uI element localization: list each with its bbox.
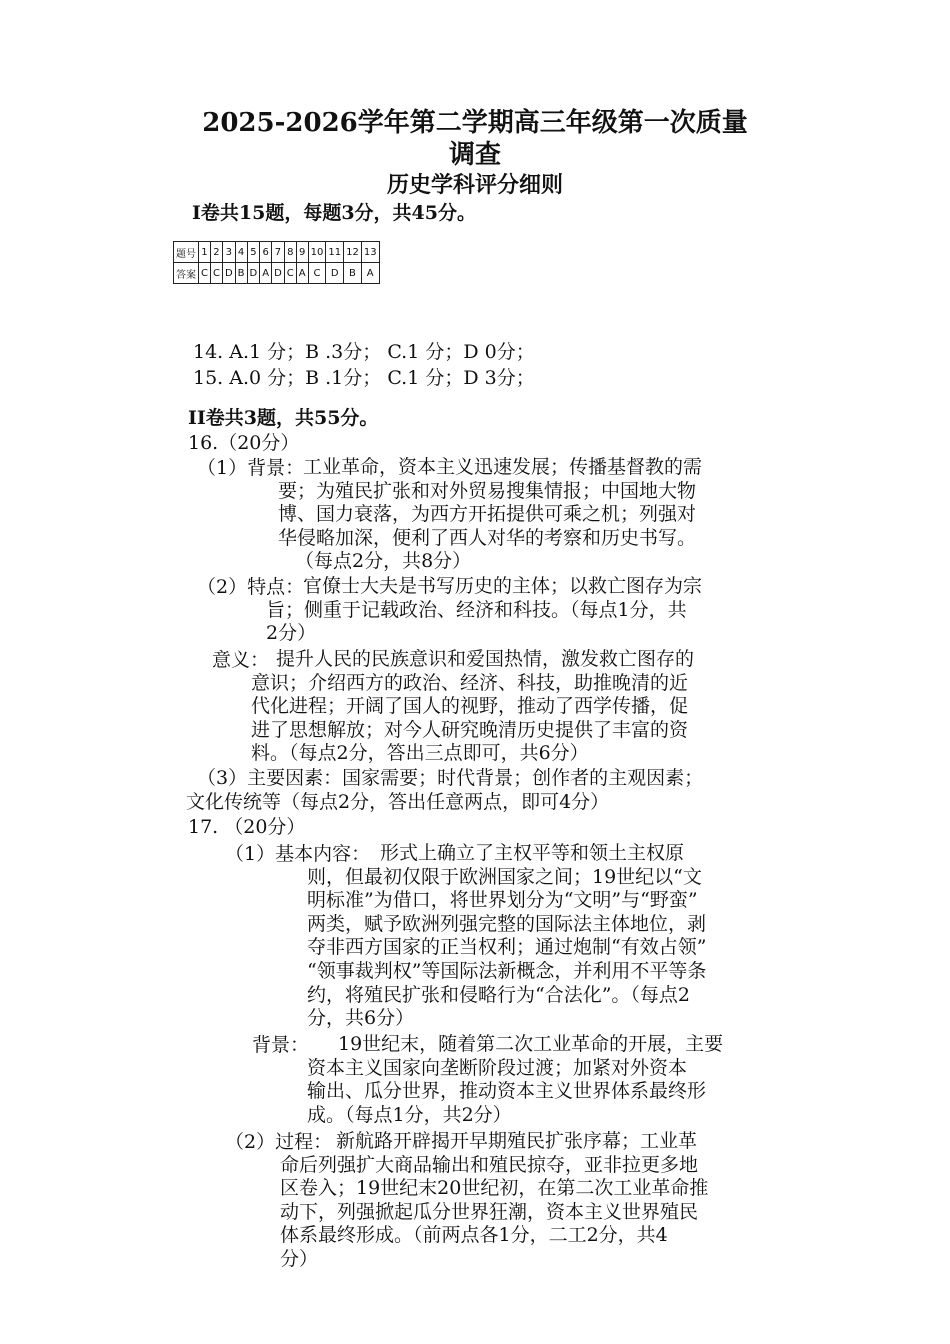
text-line: 工业革命，资本主义迅速发展；传播基督教的需 [303, 456, 703, 478]
text-line: 提升人民的民族意识和爱国热情，激发救亡图存的 [276, 648, 695, 670]
q17-part2-label: （2）过程： [225, 1131, 333, 1153]
q17-part1-text [307, 842, 707, 1031]
question-number: 1 [199, 242, 211, 263]
answer-cell: D [326, 263, 344, 284]
answer-cell: D [247, 263, 260, 284]
answer-cell: B [235, 263, 247, 284]
q17-part1-label: （1）基本内容： [225, 843, 371, 865]
question-14-scoring: 14. A.1 分；B .3分； C.1 分；D 0分； [193, 341, 535, 363]
document-title-line1: 2025-2026学年第二学期高三年级第一次质量 [202, 108, 748, 138]
question-number: 3 [222, 242, 235, 263]
text-line: 动下，列强掀起瓜分世界狂潮，资本主义世界殖民 [280, 1200, 699, 1223]
text-line: 料。（每点2分，答出三点即可，共6分） [251, 742, 589, 765]
text-line: 命后列强扩大商品输出和殖民掠夺，亚非拉更多地 [280, 1153, 699, 1176]
text-line: （每点2分，共8分） [295, 550, 472, 573]
answer-table-row-label: 题号 [174, 242, 199, 263]
text-line: 旨；侧重于记载政治、经济和科技。（每点1分，共 [266, 598, 687, 621]
text-line: 分） [280, 1247, 319, 1270]
text-line: 官僚士大夫是书写历史的主体；以救亡图存为宗 [303, 575, 703, 597]
answer-table-answer-row [174, 263, 380, 284]
question-number: 5 [247, 242, 260, 263]
question-number: 9 [296, 242, 308, 263]
text-line: 19世纪末，随着第二次工业革命的开展，主要 [338, 1033, 724, 1055]
answer-cell: A [296, 263, 308, 284]
text-line: 分，共6分） [307, 1007, 415, 1030]
text-line: 2分） [266, 622, 317, 645]
q17-part2-text [280, 1130, 709, 1272]
answer-cell: C [210, 263, 222, 284]
question-number: 8 [284, 242, 296, 263]
text-line: 输出、瓜分世界，推动资本主义世界体系最终形 [307, 1080, 707, 1103]
answer-cell: B [344, 263, 362, 284]
q16-part3-line2: 文化传统等（每点2分，答出任意两点，即可4分） [186, 791, 610, 813]
answer-table [173, 241, 380, 284]
part2-heading: II卷共3题，共55分。 [188, 407, 379, 429]
text-line: 意识；介绍西方的政治、经济、科技，助推晚清的近 [251, 671, 689, 694]
text-line: 约，将殖民扩张和侵略行为“合法化”。（每点2 [307, 983, 691, 1006]
text-line: 则，但最初仅限于欧洲国家之间；19世纪以“文 [307, 865, 702, 888]
document-title-line2: 调查 [448, 140, 501, 170]
q16-part1-text [278, 456, 703, 574]
q16-part1-label: （1）背景： [197, 457, 305, 479]
text-line: 体系最终形成。（前两点各1分，二工2分，共4 [280, 1224, 668, 1247]
text-line: 新航路开辟揭开早期殖民扩张序幕；工业革 [336, 1130, 698, 1152]
q17-part1-background-text [307, 1033, 724, 1127]
answer-table-number-row [174, 242, 380, 263]
text-line: 明标准”为借口，将世界划分为“文明”与“野蛮” [307, 889, 698, 912]
q16-part2-text [266, 575, 703, 646]
answer-cell: C [308, 263, 326, 284]
q16-part3-line1: （3）主要因素：国家需要；时代背景；创作者的主观因素； [197, 767, 704, 789]
text-line: 区卷入；19世纪末20世纪初，在第二次工业革命推 [280, 1177, 709, 1200]
text-line: 要；为殖民扩张和对外贸易搜集情报；中国地大物 [278, 479, 697, 502]
question-number: 11 [326, 242, 344, 263]
question-number: 4 [235, 242, 247, 263]
q17-part1-background-label: 背景： [252, 1034, 310, 1056]
question-16-header: 16.（20分） [188, 432, 300, 454]
text-line: 资本主义国家向垄断阶段过渡；加紧对外资本 [307, 1056, 688, 1079]
answer-cell: D [272, 263, 285, 284]
question-number: 6 [260, 242, 272, 263]
answer-cell: D [222, 263, 235, 284]
text-line: 华侵略加深，便利了西人对华的考察和历史书写。 [278, 526, 697, 549]
text-line: 进了思想解放；对今人研究晚清历史提供了丰富的资 [251, 718, 689, 741]
question-number: 13 [361, 242, 379, 263]
question-17-header: 17. （20分） [188, 816, 306, 838]
q16-part2-label: （2）特点： [197, 576, 305, 598]
part1-heading: I卷共15题，每题3分，共45分。 [192, 202, 476, 224]
text-line: 两类，赋予欧洲列强完整的国际法主体地位，剥 [307, 912, 707, 935]
question-number: 12 [344, 242, 362, 263]
question-number: 2 [210, 242, 222, 263]
q16-part2-significance-text [251, 648, 695, 766]
document-subtitle: 历史学科评分细则 [386, 172, 563, 198]
answer-cell: C [284, 263, 296, 284]
text-line: 博、国力衰落，为西方开拓提供可乘之机；列强对 [278, 503, 697, 526]
question-number: 10 [308, 242, 326, 263]
answer-cell: A [260, 263, 272, 284]
question-number: 7 [272, 242, 285, 263]
answer-cell: C [199, 263, 211, 284]
text-line: 成。（每点1分，共2分） [307, 1103, 512, 1126]
answer-table-row-label: 答案 [174, 263, 199, 284]
answer-cell: A [361, 263, 379, 284]
text-line: 代化进程；开阔了国人的视野，推动了西学传播，促 [251, 695, 689, 718]
text-line: 形式上确立了主权平等和领土主权原 [380, 842, 685, 864]
question-15-scoring: 15. A.0 分；B .1分； C.1 分；D 3分； [193, 367, 535, 389]
q16-part2-significance-label: 意义： [212, 649, 270, 671]
text-line: “领事裁判权”等国际法新概念，并利用不平等条 [307, 959, 707, 982]
text-line: 夺非西方国家的正当权利；通过炮制“有效占领” [307, 936, 707, 959]
